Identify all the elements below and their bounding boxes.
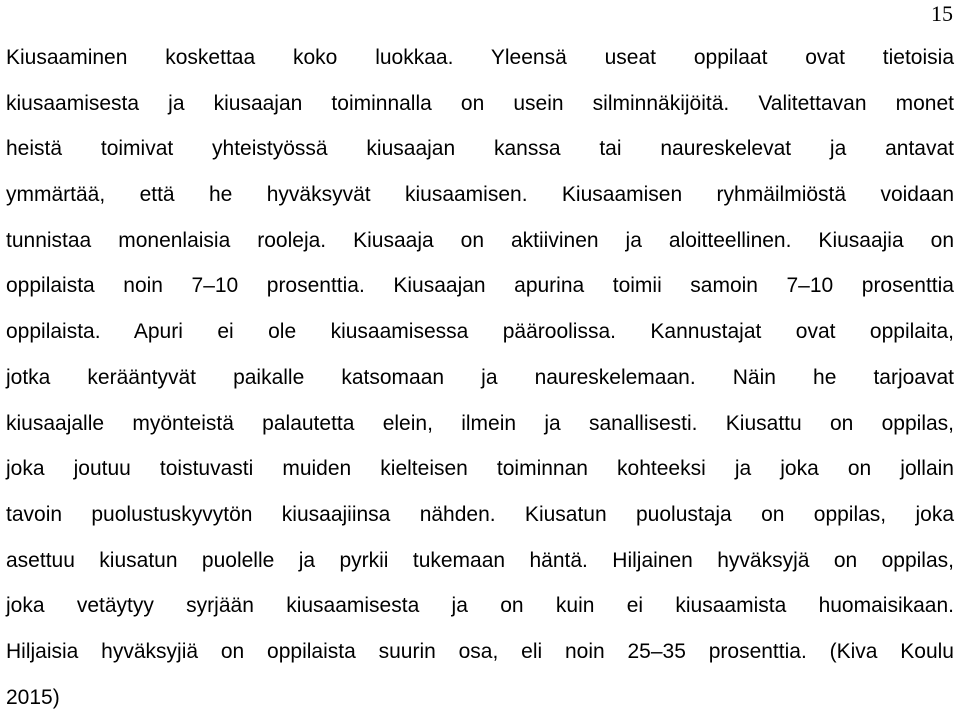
paragraph-line: kiusaamisesta ja kiusaajan toiminnalla on usein silminnäkijöitä. Valitettavan monet [6, 91, 954, 115]
paragraph-line: joka joutuu toistuvasti muiden kielteisen toiminnan kohteeksi ja joka on jollain [6, 457, 954, 481]
paragraph-line: kiusaajalle myönteistä palautetta elein, ilmein ja sanallisesti. Kiusattu on oppilas, [6, 411, 954, 435]
paragraph-line: asettuu kiusatun puolelle ja pyrkii tukemaan häntä. Hiljainen hyväksyjä on oppilas, [6, 548, 954, 572]
paragraph-line: jotka kerääntyvät paikalle katsomaan ja naureskelemaan. Näin he tarjoavat [6, 365, 954, 389]
body-paragraph [6, 40, 954, 725]
paragraph-line: ymmärtää, että he hyväksyvät kiusaamisen. Kiusaamisen ryhmäilmiöstä voidaan [6, 183, 954, 207]
paragraph-line: joka vetäytyy syrjään kiusaamisesta ja on kuin ei kiusaamista huomaisikaan. [6, 594, 954, 618]
paragraph-line: Hiljaisia hyväksyjiä on oppilaista suurin osa, eli noin 25–35 prosenttia. (Kiva Koulu [6, 639, 954, 663]
paragraph-line: tavoin puolustuskyvytön kiusaajiinsa nähden. Kiusatun puolustaja on oppilas, joka [6, 502, 954, 526]
paragraph-line: Kiusaaminen koskettaa koko luokkaa. Yleensä useat oppilaat ovat tietoisia [6, 46, 954, 69]
page-number: 15 [931, 1, 953, 26]
paragraph-line: oppilaista. Apuri ei ole kiusaamisessa pääroolissa. Kannustajat ovat oppilaita, [6, 320, 954, 344]
paragraph-line-last: 2015) [6, 685, 60, 709]
paragraph-line: heistä toimivat yhteistyössä kiusaajan kanssa tai naureskelevat ja antavat [6, 137, 954, 161]
paragraph-line: oppilaista noin 7–10 prosenttia. Kiusaajan apurina toimii samoin 7–10 prosenttia [6, 274, 954, 298]
paragraph-line: tunnistaa monenlaisia rooleja. Kiusaaja on aktiivinen ja aloitteellinen. Kiusaajia on [6, 228, 954, 252]
